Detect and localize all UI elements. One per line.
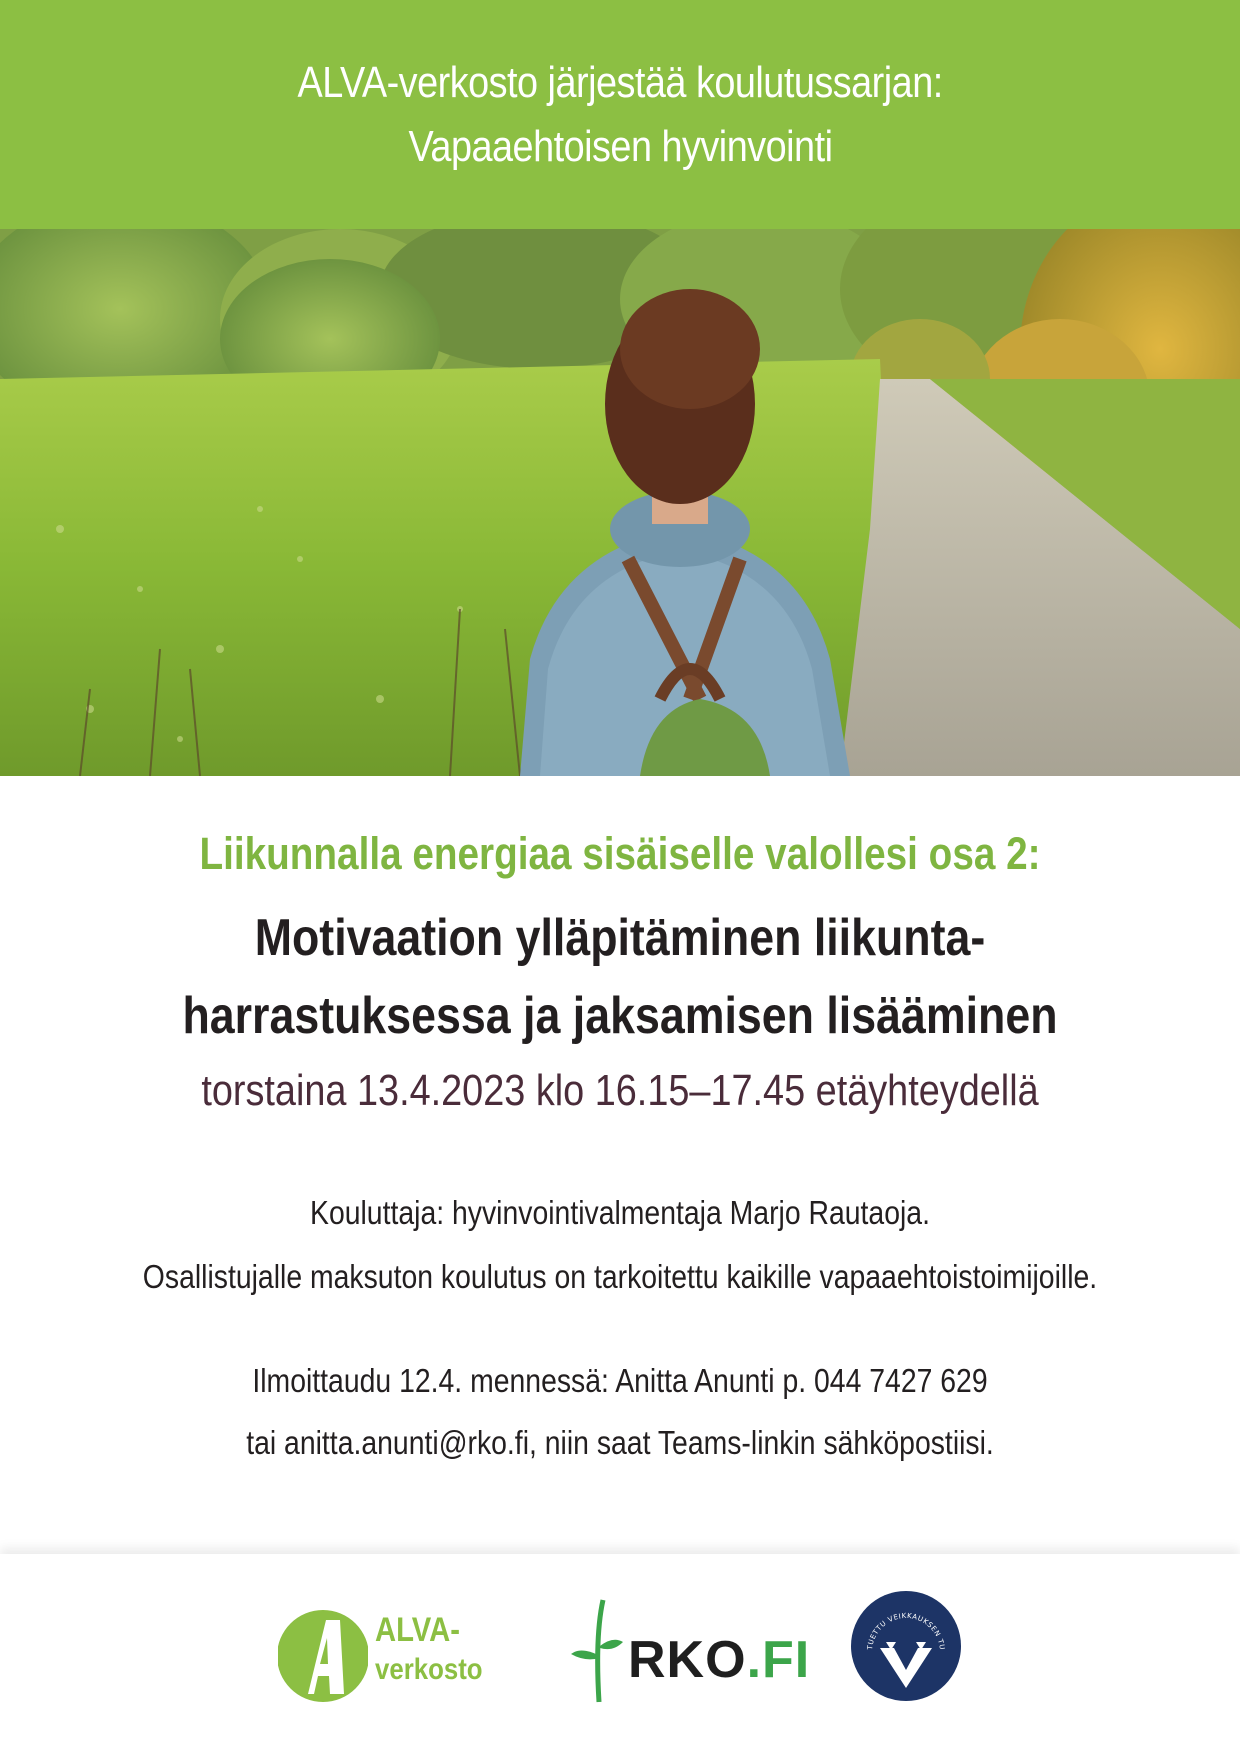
alva-verkosto-logo — [278, 1600, 498, 1720]
veikkaus-badge — [850, 1590, 962, 1702]
event-details — [0, 776, 1240, 1554]
event-headline-line-2-text: harrastuksessa ja jaksamisen lisääminen — [182, 987, 1058, 1045]
alva-logo-line-2: verkosto — [375, 1653, 483, 1686]
event-datetime — [0, 1066, 1240, 1116]
rko-logo-dot: . — [746, 1631, 763, 1689]
logo-footer — [0, 1554, 1240, 1754]
veikkaus-v-icon — [850, 1590, 962, 1702]
rko-fi-logo — [565, 1596, 811, 1706]
hero-photo — [0, 229, 1240, 776]
registration-line-2 — [0, 1424, 1240, 1462]
banner-line-1: ALVA-verkosto järjestää koulutussarjan: — [297, 57, 943, 107]
header-banner — [0, 0, 1240, 229]
rko-plant-icon — [567, 1596, 627, 1706]
event-subtitle-text: Liikunnalla energiaa sisäiselle valollesi osa 2: — [199, 828, 1041, 879]
veikkaus-badge-text: TUETTU VEIKKAUKSEN TU — [866, 1611, 947, 1651]
rko-logo-main: RKO — [628, 1631, 747, 1689]
event-headline-line-1-text: Motivaation ylläpitäminen liikunta- — [254, 909, 986, 967]
alva-a-icon — [278, 1606, 368, 1706]
trainer-info-text: Kouluttaja: hyvinvointivalmentaja Marjo Rautaoja. — [310, 1194, 930, 1231]
event-datetime-text: torstaina 13.4.2023 klo 16.15–17.45 etäyhteydellä — [201, 1066, 1039, 1115]
registration-line-1 — [0, 1362, 1240, 1400]
trainer-info — [0, 1194, 1240, 1232]
registration-line-1-text: Ilmoittaudu 12.4. mennessä: Anitta Anunti p. 044 7427 629 — [252, 1362, 988, 1399]
event-subtitle — [0, 828, 1240, 880]
audience-info — [0, 1258, 1240, 1296]
event-headline-line-2 — [0, 986, 1240, 1046]
audience-info-text: Osallistujalle maksuton koulutus on tarkoitettu kaikille vapaaehtoistoimijoille. — [142, 1258, 1098, 1295]
woman-on-path-photo — [0, 229, 1240, 776]
registration-line-2-text: tai anitta.anunti@rko.fi, niin saat Teams-linkin sähköpostiisi. — [246, 1424, 994, 1461]
banner-line-2: Vapaaehtoisen hyvinvointi — [408, 121, 832, 171]
rko-logo-text — [628, 1630, 810, 1690]
alva-logo-line-1: ALVA- — [375, 1611, 461, 1649]
event-headline-line-1 — [0, 908, 1240, 968]
rko-logo-fi: FI — [762, 1631, 811, 1689]
